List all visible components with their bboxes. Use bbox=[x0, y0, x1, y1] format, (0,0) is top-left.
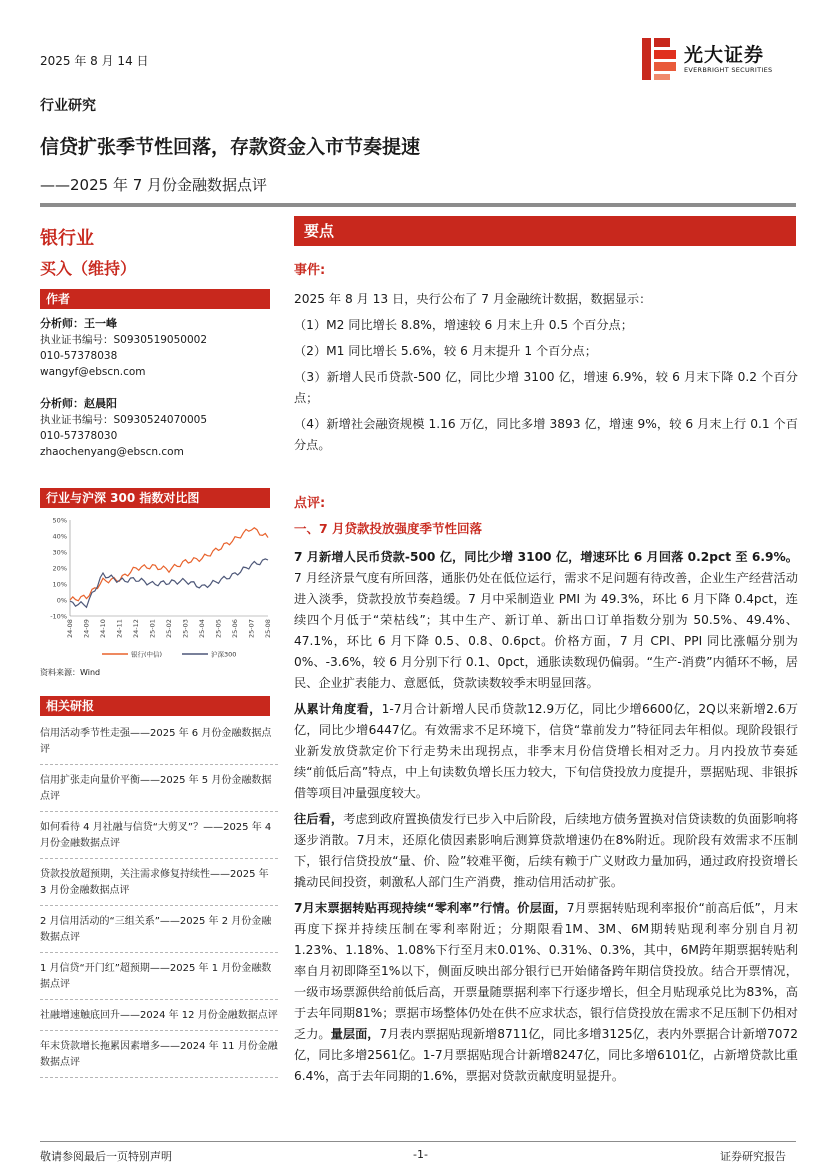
analyst-cert: 执业证书编号：S0930519050002 bbox=[40, 334, 208, 346]
footer-label: 证券研究报告 bbox=[720, 1150, 786, 1163]
paragraph-body: 7月表内票据贴现新增8711亿，同比多增3125亿，表内外票据合计新增7072亿，同比多增2561亿。1-7月票据贴现合计新增8247亿，同比多增6101亿，占新增贷款比重6.4%，高于去年同期的1.6%，票据对贷款贡献度明显提升。 bbox=[294, 1027, 799, 1083]
paragraph-lead: 7月末票据转贴再现持续“零利率”行情。价层面， bbox=[294, 901, 567, 915]
event-item: （3）新增人民币贷款-500 亿，同比少增 3100 亿，增速 6.9%，较 6 月末下降 0.2 个百分点； bbox=[294, 370, 798, 405]
industry-name: 银行业 bbox=[40, 228, 94, 249]
event-label: 事件: bbox=[294, 263, 326, 278]
x-tick-label: 24-10 bbox=[99, 619, 107, 638]
related-item[interactable]: 如何看待 4 月社融与信贷“大剪叉”？——2025 年 4 月份金融数据点评 bbox=[40, 818, 278, 859]
x-tick-label: 25-06 bbox=[231, 619, 239, 638]
paragraph-body: 7月票据转贴现利率报价“前高后低”，月末再度下探并持续压制在零利率附近；分期限看1M、3M、6M期转贴现利率分别自月初1.23%、1.18%、1.08%下行至月末0.01%、0.31%、0.3%，其中，6M跨年期票据转贴利率自月初即降至1%以下，侧面反映出部分银行已开始储备跨年期信贷投放。结合开票情况，一级市场票源供给前低后高，开票量随票据利率下行逐步增长，但全月贴现承兑比为83%，高于去年同期81%；票据市场整体仍处在供不应求状态，银行信贷投放在需求不足压制下仍相对乏力。 bbox=[294, 901, 799, 1041]
x-tick-label: 24-09 bbox=[82, 619, 91, 638]
footer-disclaimer[interactable]: 敬请参阅最后一页特别声明 bbox=[40, 1150, 172, 1163]
chart-header: 行业与沪深 300 指数对比图 bbox=[40, 488, 270, 508]
comparison-chart bbox=[40, 512, 272, 662]
chart-source: 资料来源：Wind bbox=[40, 668, 101, 677]
paragraph-lead: 量层面， bbox=[330, 1027, 380, 1041]
paragraph-body: 7 月经济景气度有所回落，通胀仍处在低位运行，需求不足问题有待改善，企业生产经营活动进入淡季，贷款投放节奏趋缓。7 月中采制造业 PMI 为 49.3%，环比 6 月下降 0.4pct，连续四个月低于“荣枯线”；其中生产、新订单、新出口订单指数分别为 50.5%、49.4%、47.1%，环比 6 月下降 0.5、0.8、0.6pct。价格方面，7 月 CPI、PPI 同比涨幅分别为 0%、-3.6%，较 6 月分别下行 0.1、0pct，通胀读数现仍偏弱。“生产-消费”内循环不畅，居民、企业扩表能力、意愿低，贷款读数较季末明显回落。 bbox=[294, 571, 798, 690]
y-tick-label: 10% bbox=[52, 580, 67, 589]
paragraph bbox=[294, 809, 798, 893]
x-tick-label: 25-04 bbox=[198, 619, 206, 638]
x-tick-label: 25-03 bbox=[181, 619, 190, 638]
analyst-name: 分析师：王一峰 bbox=[40, 317, 117, 330]
event-item: （4）新增社会融资规模 1.16 万亿，同比多增 3893 亿，增速 9%，较 6 月末上行 0.1 个百分点。 bbox=[294, 417, 798, 452]
related-item[interactable]: 社融增速触底回升——2024 年 12 月份金融数据点评 bbox=[40, 1006, 278, 1031]
x-tick-label: 25-08 bbox=[264, 619, 272, 638]
y-tick-label: -10% bbox=[50, 612, 67, 621]
paragraph-lead: 往后看， bbox=[294, 812, 344, 826]
paragraph bbox=[294, 547, 798, 694]
event-item: （2）M1 同比增长 5.6%，较 6 月末提升 1 个百分点； bbox=[294, 344, 597, 358]
related-item[interactable]: 1 月信贷“开门红”超预期——2025 年 1 月份金融数据点评 bbox=[40, 959, 278, 1000]
related-header: 相关研报 bbox=[40, 696, 270, 716]
x-tick-label: 25-02 bbox=[165, 619, 173, 638]
y-tick-label: 30% bbox=[52, 548, 67, 557]
paragraph bbox=[294, 699, 798, 804]
related-item[interactable]: 年末贷款增长拖累因素增多——2024 年 11 月份金融数据点评 bbox=[40, 1037, 278, 1078]
page-subtitle: ——2025 年 7 月份金融数据点评 bbox=[40, 176, 268, 194]
report-type: 行业研究 bbox=[40, 98, 96, 114]
related-item[interactable]: 信用活动季节性走强——2025 年 6 月份金融数据点评 bbox=[40, 724, 278, 765]
x-tick-label: 24-08 bbox=[66, 619, 74, 638]
analyst-email[interactable]: wangyf@ebscn.com bbox=[40, 366, 146, 378]
y-tick-label: 50% bbox=[52, 516, 67, 525]
page-number: -1- bbox=[413, 1148, 428, 1161]
paragraph-lead: 从累计角度看， bbox=[294, 702, 382, 716]
related-item[interactable]: 信用扩张走向量价平衡——2025 年 5 月份金融数据点评 bbox=[40, 771, 278, 812]
legend-label: 银行(中信) bbox=[131, 650, 163, 659]
x-tick-label: 25-01 bbox=[148, 619, 157, 638]
footer-divider bbox=[40, 1141, 796, 1142]
analyst-cert: 执业证书编号：S0930524070005 bbox=[40, 414, 208, 426]
analyst-card bbox=[40, 316, 207, 380]
section-heading: 一、7 月贷款投放强度季节性回落 bbox=[294, 521, 483, 536]
report-date: 2025 年 8 月 14 日 bbox=[40, 54, 149, 68]
paragraph-body: 考虑到政府置换债发行已步入中后阶段，后续地方债务置换对信贷读数的负面影响将逐步消散。7月末，还原化债因素影响后测算贷款增速仍在8%附近。现阶段有效需求不压制下，银行信贷投放“量、价、险”较难平衡，后续有赖于广义财政力量加码，通过政府投资增长撬动民间投资，刺激私人部门生产消费，推动信用活动扩张。 bbox=[294, 812, 799, 889]
legend-label: 沪深300 bbox=[211, 650, 237, 659]
analyst-name: 分析师：赵晨阳 bbox=[40, 397, 117, 410]
related-item[interactable]: 贷款投放超预期，关注需求修复持续性——2025 年 3 月份金融数据点评 bbox=[40, 865, 278, 906]
divider bbox=[40, 203, 796, 207]
logo-mark-icon bbox=[640, 36, 680, 82]
related-list bbox=[40, 724, 278, 1084]
related-item[interactable]: 2 月信用活动的“三组关系”——2025 年 2 月份金融数据点评 bbox=[40, 912, 278, 953]
y-tick-label: 40% bbox=[52, 532, 67, 541]
x-tick-label: 24-11 bbox=[115, 619, 124, 638]
event-intro: 2025 年 8 月 13 日，央行公布了 7 月金融统计数据，数据显示： bbox=[294, 292, 652, 306]
series-line bbox=[70, 528, 268, 601]
logo-subtext: EVERBRIGHT SECURITIES bbox=[684, 66, 773, 74]
x-tick-label: 25-05 bbox=[214, 619, 223, 638]
key-points-header: 要点 bbox=[294, 216, 796, 246]
comment-section bbox=[294, 493, 798, 1087]
y-tick-label: 0% bbox=[56, 596, 67, 605]
analyst-phone: 010-57378038 bbox=[40, 350, 118, 362]
analyst-phone: 010-57378030 bbox=[40, 430, 118, 442]
paragraph-lead: 7 月新增人民币贷款-500 亿，同比少增 3100 亿，增速环比 6 月回落 0.2pct 至 6.9%。 bbox=[294, 550, 798, 564]
comment-label: 点评: bbox=[294, 496, 326, 511]
y-tick-label: 20% bbox=[52, 564, 67, 573]
event-section bbox=[294, 260, 798, 456]
author-header: 作者 bbox=[40, 289, 270, 309]
x-tick-label: 24-12 bbox=[132, 619, 140, 638]
page-title: 信贷扩张季节性回落，存款资金入市节奏提速 bbox=[40, 136, 421, 158]
paragraph-body: 1-7月合计新增人民币贷款12.9万亿，同比少增6600亿，2Q以来新增2.6万亿，同比少增6447亿。有效需求不足环境下，信贷“靠前发力”特征同去年相似。现阶段银行业新发放贷款定价下行走势未出现拐点，非季末月份信贷增长相对乏力。月内投放节奏延续“前低后高”特点，中上旬读数负增长压力较大，下旬信贷投放力度提升，票据贴现、非银拆借等项目冲量强度较大。 bbox=[294, 702, 798, 800]
series-line bbox=[70, 559, 268, 607]
event-item: （1）M2 同比增长 8.8%，增速较 6 月末上升 0.5 个百分点； bbox=[294, 318, 633, 332]
chart-svg bbox=[40, 512, 272, 662]
x-tick-label: 25-07 bbox=[247, 619, 256, 638]
logo-text: 光大证券 bbox=[684, 44, 765, 66]
analyst-email[interactable]: zhaochenyang@ebscn.com bbox=[40, 446, 184, 458]
rating: 买入（维持） bbox=[40, 259, 137, 278]
analyst-card bbox=[40, 396, 207, 460]
paragraph bbox=[294, 898, 798, 1087]
